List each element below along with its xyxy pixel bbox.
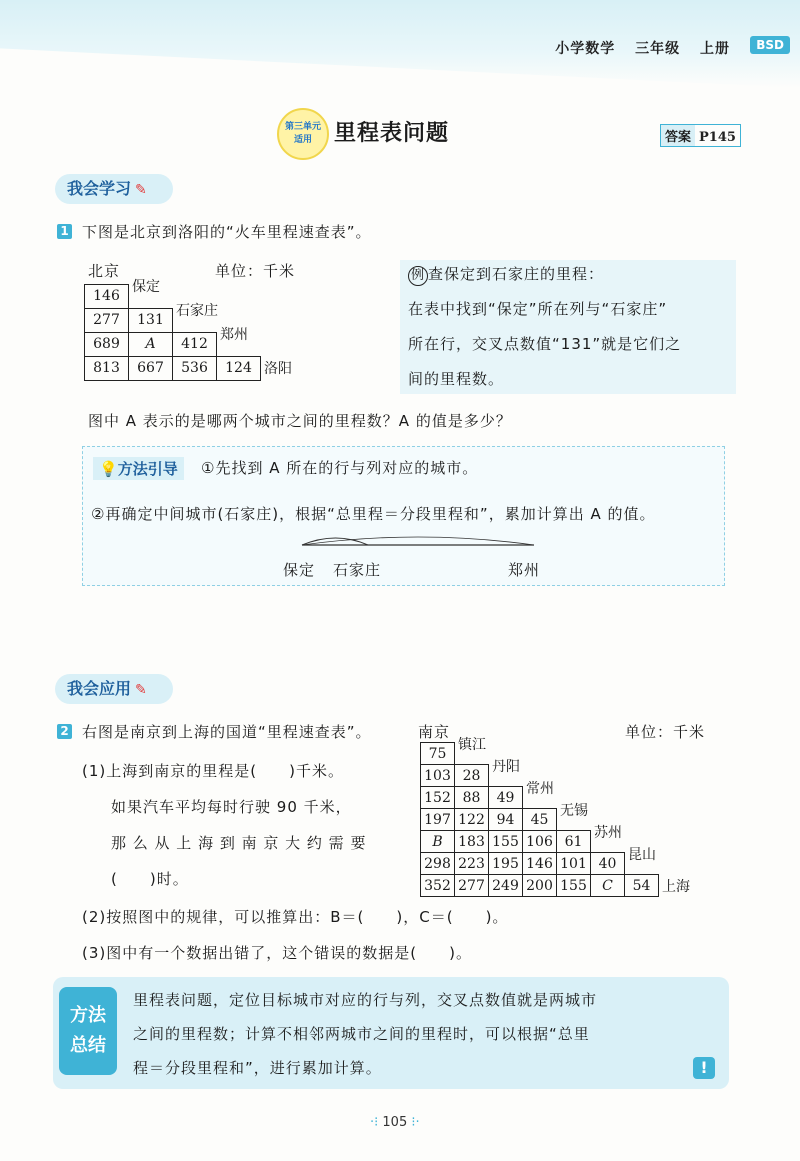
example-line4: 间的里程数。 <box>408 370 505 388</box>
diagram-label-zhengzhou: 郑州 <box>508 561 541 579</box>
nanjing-table-cell: B <box>420 830 455 853</box>
pencil-icon: ✎ <box>135 682 147 698</box>
page-footer <box>370 1115 420 1130</box>
nanjing-table-cell: 249 <box>488 874 523 897</box>
beijing-table-city-label: 洛阳 <box>264 361 292 377</box>
beijing-table-city-label: 石家庄 <box>176 303 218 319</box>
q1-text: 下图是北京到洛阳的“火车里程速查表”。 <box>82 223 372 241</box>
nanjing-table-cell: 223 <box>454 852 489 875</box>
diagram-label-shijiazhuang: 石家庄 <box>333 561 382 579</box>
summary-tag2: 总结 <box>70 1035 106 1056</box>
example-box <box>400 260 736 394</box>
unit-badge-line2: 适用 <box>293 135 312 145</box>
q2-sub3: (3)图中有一个数据出错了，这个错误的数据是( )。 <box>82 944 472 962</box>
q1-question: 图中 A 表示的是哪两个城市之间的里程数？A 的值是多少？ <box>88 412 512 430</box>
exclamation-icon: ! <box>693 1057 715 1079</box>
nanjing-table-cell: 183 <box>454 830 489 853</box>
segment-diagram <box>298 533 538 557</box>
nanjing-table-city-label: 镇江 <box>458 737 486 753</box>
footer-dots-left: ·⁝ <box>370 1115 383 1130</box>
header-subject: 小学数学 <box>555 41 616 57</box>
section-apply <box>55 674 173 704</box>
header-info <box>541 38 730 58</box>
q2-sub1-line3: 那 么 从 上 海 到 南 京 大 约 需 要 <box>111 834 367 852</box>
nanjing-table-cell: 197 <box>420 808 455 831</box>
example-line3: 所在行，交叉点数值“131”就是它们之 <box>408 335 682 353</box>
beijing-table-cell: 131 <box>128 308 173 333</box>
nanjing-table-city-label: 丹阳 <box>492 759 520 775</box>
method-guide-tag-label: 方法引导 <box>117 460 178 478</box>
section-apply-label: 我会应用 <box>67 679 132 698</box>
answer-page: P145 <box>699 130 736 145</box>
nanjing-table-city-label: 常州 <box>526 781 554 797</box>
q2-sub1-line2: 如果汽车平均每时行驶 90 千米， <box>111 798 352 816</box>
nanjing-table-cell: 61 <box>556 830 591 853</box>
nanjing-table-cell: 103 <box>420 764 455 787</box>
beijing-table-cell: A <box>128 332 173 357</box>
nanjing-table-cell: C <box>590 874 625 897</box>
q2-sub2: (2)按照图中的规律，可以推算出：B＝( )，C＝( )。 <box>82 908 509 926</box>
beijing-table-cell: 146 <box>84 284 129 309</box>
footer-dots-right: ⁝· <box>407 1115 420 1130</box>
beijing-table-cell: 667 <box>128 356 173 381</box>
q1-start-city: 北京 <box>88 262 121 280</box>
nanjing-table-cell: 152 <box>420 786 455 809</box>
pencil-icon: ✎ <box>135 182 147 198</box>
beijing-table-city-label: 郑州 <box>220 327 248 343</box>
question-number-1: 1 <box>57 224 72 239</box>
section-learn <box>55 174 173 204</box>
method-summary-tag <box>59 987 117 1075</box>
unit-badge <box>277 108 329 160</box>
q1-unit: 单位：千米 <box>215 262 296 280</box>
beijing-table-cell: 277 <box>84 308 129 333</box>
nanjing-table-cell: 94 <box>488 808 523 831</box>
nanjing-table-cell: 40 <box>590 852 625 875</box>
header-grade: 三年级 <box>635 41 681 57</box>
method-guide-tag <box>93 457 184 480</box>
beijing-table-cell: 412 <box>172 332 217 357</box>
summary-line1: 里程表问题，定位目标城市对应的行与列，交叉点数值就是两城市 <box>133 991 598 1009</box>
page-number: 105 <box>382 1115 408 1130</box>
section-learn-label: 我会学习 <box>67 179 132 198</box>
method-guide-box <box>82 446 725 586</box>
nanjing-table-cell: 49 <box>488 786 523 809</box>
example-line1: 查保定到石家庄的里程： <box>428 265 605 283</box>
nanjing-table-cell: 106 <box>522 830 557 853</box>
nanjing-table-cell: 45 <box>522 808 557 831</box>
beijing-table-city-label: 保定 <box>132 279 160 295</box>
answer-label: 答案 <box>661 125 695 146</box>
guide-line2: ②再确定中间城市(石家庄)，根据“总里程＝分段里程和”，累加计算出 A 的值。 <box>91 505 656 523</box>
summary-line2: 之间的里程数；计算不相邻两城市之间的里程时，可以根据“总里 <box>133 1025 590 1043</box>
method-summary-box <box>53 977 729 1089</box>
beijing-table-cell: 689 <box>84 332 129 357</box>
summary-line3: 程＝分段里程和”，进行累加计算。 <box>133 1059 382 1077</box>
nanjing-table-city-label: 上海 <box>662 879 690 895</box>
example-line2: 在表中找到“保定”所在列与“石家庄” <box>408 300 668 318</box>
q2-start-city: 南京 <box>418 723 451 741</box>
answer-ref <box>660 124 741 147</box>
diagram-label-baoding: 保定 <box>283 561 316 579</box>
header-term: 上册 <box>700 41 730 57</box>
beijing-table-cell: 124 <box>216 356 261 381</box>
summary-tag1: 方法 <box>70 1005 106 1026</box>
nanjing-table-city-label: 无锡 <box>560 803 588 819</box>
beijing-table-cell: 536 <box>172 356 217 381</box>
nanjing-table-cell: 352 <box>420 874 455 897</box>
nanjing-table-cell: 122 <box>454 808 489 831</box>
nanjing-table-cell: 88 <box>454 786 489 809</box>
question-number-2: 2 <box>57 724 72 739</box>
nanjing-table-cell: 146 <box>522 852 557 875</box>
nanjing-table-cell: 155 <box>556 874 591 897</box>
page-title: 里程表问题 <box>334 121 450 146</box>
nanjing-table-cell: 200 <box>522 874 557 897</box>
nanjing-table-cell: 101 <box>556 852 591 875</box>
nanjing-table-cell: 54 <box>624 874 659 897</box>
unit-badge-line1: 第三单元 <box>284 122 321 132</box>
nanjing-table-city-label: 昆山 <box>628 847 656 863</box>
nanjing-table-cell: 155 <box>488 830 523 853</box>
q2-sub1-line1: (1)上海到南京的里程是( )千米。 <box>82 762 344 780</box>
lightbulb-icon: 💡 <box>99 460 118 478</box>
guide-line1: ①先找到 A 所在的行与列对应的城市。 <box>201 459 479 477</box>
nanjing-table-cell: 75 <box>420 742 455 765</box>
nanjing-table-cell: 195 <box>488 852 523 875</box>
q2-sub1-line4: ( )时。 <box>111 870 189 888</box>
q2-unit: 单位：千米 <box>625 723 706 741</box>
nanjing-table-cell: 298 <box>420 852 455 875</box>
edition-badge: BSD <box>750 36 790 54</box>
nanjing-table-city-label: 苏州 <box>594 825 622 841</box>
nanjing-table-cell: 28 <box>454 764 489 787</box>
example-mark: 例 <box>408 266 428 286</box>
nanjing-table-cell: 277 <box>454 874 489 897</box>
beijing-table-cell: 813 <box>84 356 129 381</box>
q2-text: 右图是南京到上海的国道“里程速查表”。 <box>82 723 372 741</box>
